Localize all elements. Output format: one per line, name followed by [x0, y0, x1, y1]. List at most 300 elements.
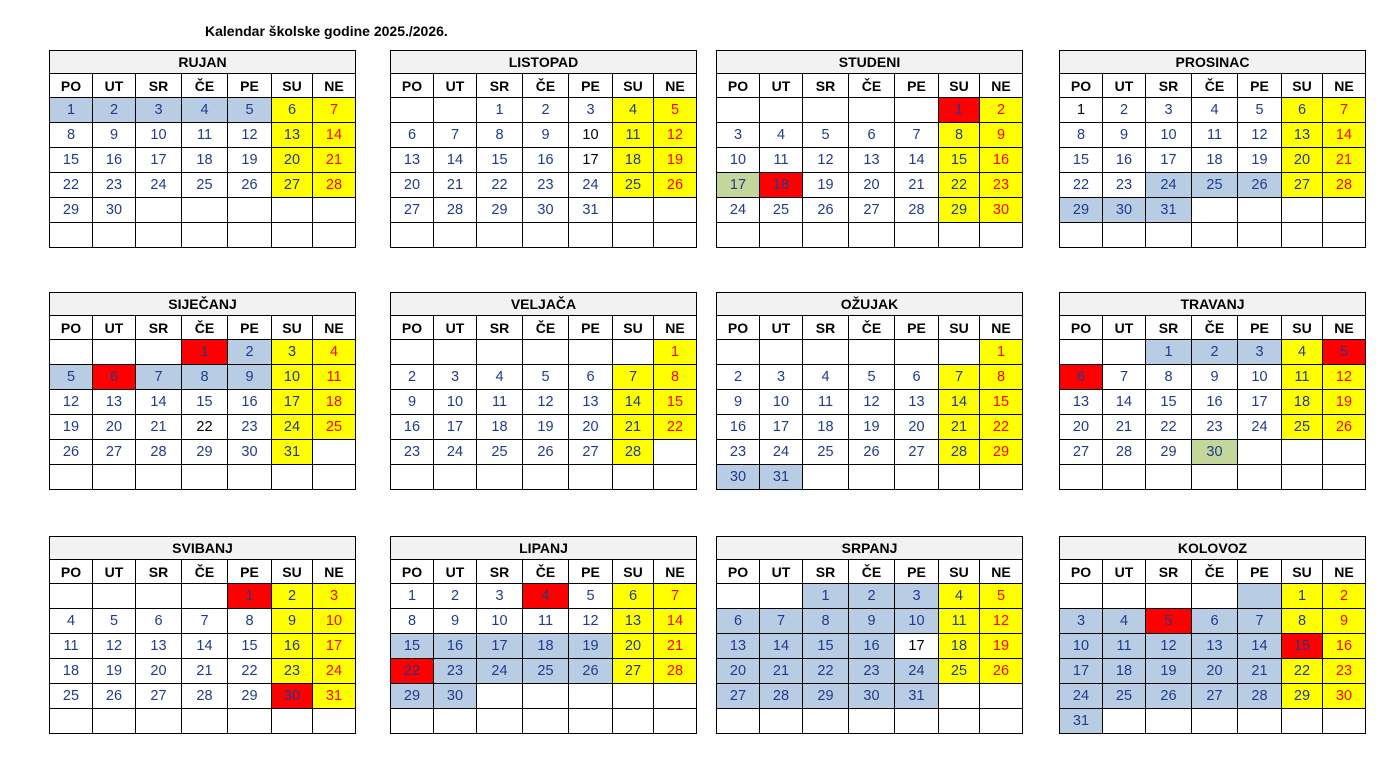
day-cell: 25: [523, 659, 569, 684]
day-cell: 28: [1103, 440, 1146, 465]
weekday-header: PO: [50, 316, 93, 340]
day-cell: 12: [1146, 634, 1192, 659]
day-cell: 18: [1282, 390, 1323, 415]
empty-cell: [895, 709, 939, 734]
day-cell: 10: [1146, 123, 1192, 148]
day-cell: 1: [391, 584, 434, 609]
weekday-header: UT: [434, 560, 477, 584]
weekday-header: SR: [1146, 560, 1192, 584]
day-cell: 14: [313, 123, 356, 148]
day-cell: 22: [654, 415, 697, 440]
day-cell: 15: [1146, 390, 1192, 415]
day-cell: 7: [1103, 365, 1146, 390]
day-cell: 11: [50, 634, 93, 659]
week-row: [391, 148, 697, 173]
day-cell: 25: [1103, 684, 1146, 709]
day-cell: 4: [1103, 609, 1146, 634]
empty-cell: [849, 465, 895, 490]
empty-cell: [182, 198, 228, 223]
empty-cell: [1192, 584, 1238, 609]
empty-cell: [569, 465, 613, 490]
day-cell: 25: [760, 198, 803, 223]
page-title: Kalendar školske godine 2025./2026.: [205, 23, 448, 39]
day-cell: 2: [1103, 98, 1146, 123]
empty-cell: [1146, 584, 1192, 609]
day-cell: 6: [93, 365, 136, 390]
day-cell: 1: [1282, 584, 1323, 609]
day-cell: 7: [939, 365, 980, 390]
day-cell: 5: [980, 584, 1023, 609]
week-row: [1060, 440, 1366, 465]
empty-cell: [980, 684, 1023, 709]
week-row: [50, 584, 356, 609]
day-cell: 13: [1060, 390, 1103, 415]
day-cell: 29: [1146, 440, 1192, 465]
day-cell: 3: [434, 365, 477, 390]
weekday-header: UT: [434, 316, 477, 340]
weekday-header: PO: [1060, 560, 1103, 584]
day-cell: 30: [523, 198, 569, 223]
day-cell: 6: [136, 609, 182, 634]
day-cell: 4: [182, 98, 228, 123]
day-cell: 19: [1238, 148, 1282, 173]
day-cell: 15: [50, 148, 93, 173]
day-cell: 25: [613, 173, 654, 198]
weekday-header: ČE: [849, 316, 895, 340]
day-cell: 1: [1060, 98, 1103, 123]
empty-cell: [313, 440, 356, 465]
day-cell: 23: [434, 659, 477, 684]
weekday-header: NE: [980, 316, 1023, 340]
weekday-header: NE: [1323, 74, 1366, 98]
day-cell: 25: [1192, 173, 1238, 198]
day-cell: 30: [1192, 440, 1238, 465]
day-cell: 27: [1192, 684, 1238, 709]
weekday-header: NE: [654, 560, 697, 584]
day-cell: 27: [895, 440, 939, 465]
empty-cell: [93, 465, 136, 490]
day-cell: 11: [1103, 634, 1146, 659]
day-cell: 9: [391, 390, 434, 415]
empty-cell: [434, 340, 477, 365]
day-cell: 19: [803, 173, 849, 198]
weekday-header: SU: [272, 560, 313, 584]
day-cell: 11: [477, 390, 523, 415]
weekday-header: SU: [1282, 560, 1323, 584]
day-cell: 25: [939, 659, 980, 684]
week-row: [717, 609, 1023, 634]
day-cell: 27: [93, 440, 136, 465]
empty-cell: [654, 440, 697, 465]
day-cell: 9: [717, 390, 760, 415]
month-name: STUDENI: [717, 51, 1023, 74]
day-cell: 23: [391, 440, 434, 465]
month-name: VELJAČA: [391, 293, 697, 316]
weekday-header: SR: [1146, 74, 1192, 98]
day-cell: 14: [760, 634, 803, 659]
weekday-header: NE: [654, 316, 697, 340]
day-cell: 19: [228, 148, 272, 173]
day-cell: 6: [1060, 365, 1103, 390]
day-cell: 28: [939, 440, 980, 465]
day-cell: 27: [272, 173, 313, 198]
week-row: [1060, 198, 1366, 223]
week-row: [717, 584, 1023, 609]
day-cell: 21: [1323, 148, 1366, 173]
empty-cell: [654, 684, 697, 709]
weekday-header: PE: [895, 560, 939, 584]
weekday-header: UT: [1103, 560, 1146, 584]
day-cell: 15: [391, 634, 434, 659]
day-cell: 21: [613, 415, 654, 440]
day-cell: 10: [717, 148, 760, 173]
week-row: [717, 365, 1023, 390]
day-cell: 10: [272, 365, 313, 390]
day-cell: 2: [434, 584, 477, 609]
day-cell: 11: [313, 365, 356, 390]
weekday-header: SU: [613, 560, 654, 584]
weekday-header: UT: [93, 74, 136, 98]
day-cell: 24: [1146, 173, 1192, 198]
day-cell: 2: [228, 340, 272, 365]
empty-cell: [760, 340, 803, 365]
day-cell: 28: [313, 173, 356, 198]
day-cell: 13: [895, 390, 939, 415]
week-row: [717, 709, 1023, 734]
empty-cell: [523, 684, 569, 709]
day-cell: 29: [803, 684, 849, 709]
empty-cell: [1103, 584, 1146, 609]
weekday-header: PE: [569, 560, 613, 584]
empty-cell: [182, 584, 228, 609]
day-cell: 22: [980, 415, 1023, 440]
empty-cell: [1323, 223, 1366, 248]
weekday-header: UT: [93, 560, 136, 584]
day-cell: 27: [1060, 440, 1103, 465]
day-cell: 13: [1192, 634, 1238, 659]
day-cell: 22: [477, 173, 523, 198]
day-cell: 12: [803, 148, 849, 173]
day-cell: 26: [93, 684, 136, 709]
day-cell: 12: [50, 390, 93, 415]
weekday-header: PO: [391, 316, 434, 340]
day-cell: 7: [895, 123, 939, 148]
empty-cell: [1238, 440, 1282, 465]
week-row: [50, 173, 356, 198]
weekday-header: SU: [613, 74, 654, 98]
day-cell: 8: [980, 365, 1023, 390]
day-cell: 17: [717, 173, 760, 198]
day-cell: 16: [1103, 148, 1146, 173]
day-cell: 13: [717, 634, 760, 659]
empty-cell: [1146, 709, 1192, 734]
week-row: [1060, 223, 1366, 248]
empty-cell: [803, 223, 849, 248]
empty-cell: [313, 223, 356, 248]
day-cell: 8: [939, 123, 980, 148]
day-cell: 28: [434, 198, 477, 223]
day-cell: 6: [717, 609, 760, 634]
weekday-header: NE: [1323, 560, 1366, 584]
week-row: [391, 634, 697, 659]
day-cell: 15: [654, 390, 697, 415]
day-cell: 9: [849, 609, 895, 634]
week-row: [1060, 340, 1366, 365]
day-cell: 6: [391, 123, 434, 148]
week-row: [717, 440, 1023, 465]
day-cell: 28: [613, 440, 654, 465]
week-row: [1060, 609, 1366, 634]
day-cell: 5: [1146, 609, 1192, 634]
week-row: [391, 684, 697, 709]
empty-cell: [654, 223, 697, 248]
week-row: [391, 123, 697, 148]
weekday-header: PE: [1238, 560, 1282, 584]
day-cell: 20: [613, 634, 654, 659]
empty-cell: [50, 709, 93, 734]
empty-cell: [136, 709, 182, 734]
day-cell: 16: [93, 148, 136, 173]
day-cell: 1: [1146, 340, 1192, 365]
week-row: [1060, 584, 1366, 609]
empty-cell: [272, 709, 313, 734]
day-cell: 2: [1192, 340, 1238, 365]
weekday-header: PO: [1060, 74, 1103, 98]
empty-cell: [1103, 709, 1146, 734]
day-cell: 21: [895, 173, 939, 198]
day-cell: 14: [895, 148, 939, 173]
day-cell: 8: [228, 609, 272, 634]
day-cell: 6: [895, 365, 939, 390]
day-cell: 18: [803, 415, 849, 440]
day-cell: 20: [136, 659, 182, 684]
day-cell: 23: [272, 659, 313, 684]
month-table: [716, 50, 1023, 248]
day-cell: 10: [136, 123, 182, 148]
day-cell: 24: [760, 440, 803, 465]
day-cell: 24: [1238, 415, 1282, 440]
day-cell: 9: [1192, 365, 1238, 390]
weekday-header: SR: [136, 74, 182, 98]
weekday-header: ČE: [1192, 316, 1238, 340]
day-cell: 4: [477, 365, 523, 390]
weekday-header: ČE: [523, 560, 569, 584]
day-cell: 11: [523, 609, 569, 634]
day-cell: 29: [182, 440, 228, 465]
day-cell: 2: [849, 584, 895, 609]
day-cell: 9: [523, 123, 569, 148]
weekday-header: UT: [760, 74, 803, 98]
day-cell: 8: [1146, 365, 1192, 390]
day-cell: 1: [980, 340, 1023, 365]
empty-cell: [523, 709, 569, 734]
month-table: [1059, 536, 1366, 734]
day-cell: 30: [272, 684, 313, 709]
day-cell: 8: [182, 365, 228, 390]
day-cell: 15: [477, 148, 523, 173]
empty-cell: [272, 198, 313, 223]
empty-cell: [477, 223, 523, 248]
day-cell: 17: [434, 415, 477, 440]
day-cell: 16: [523, 148, 569, 173]
empty-cell: [136, 198, 182, 223]
day-cell: 2: [1323, 584, 1366, 609]
week-row: [50, 609, 356, 634]
empty-cell: [569, 223, 613, 248]
day-cell: 18: [1103, 659, 1146, 684]
day-cell: 29: [1060, 198, 1103, 223]
empty-cell: [182, 465, 228, 490]
week-row: [391, 415, 697, 440]
day-cell: 10: [895, 609, 939, 634]
day-cell: 19: [654, 148, 697, 173]
day-cell: 20: [272, 148, 313, 173]
weekday-header: SR: [477, 316, 523, 340]
day-cell: 4: [939, 584, 980, 609]
week-row: [50, 365, 356, 390]
day-cell: 31: [895, 684, 939, 709]
day-cell: 23: [523, 173, 569, 198]
day-cell: 28: [1238, 684, 1282, 709]
empty-cell: [391, 465, 434, 490]
day-cell: 7: [760, 609, 803, 634]
day-cell: 4: [1282, 340, 1323, 365]
day-cell: 5: [569, 584, 613, 609]
weekday-header: SU: [939, 560, 980, 584]
empty-cell: [1060, 340, 1103, 365]
empty-cell: [1192, 223, 1238, 248]
weekday-header: SR: [803, 560, 849, 584]
month-table: [390, 292, 697, 490]
day-cell: 15: [1282, 634, 1323, 659]
month-table: [49, 292, 356, 490]
day-cell: 12: [93, 634, 136, 659]
empty-cell: [760, 223, 803, 248]
empty-cell: [613, 198, 654, 223]
day-cell: 5: [523, 365, 569, 390]
weekday-header: PE: [228, 316, 272, 340]
weekday-header: PO: [391, 74, 434, 98]
day-cell: 17: [1238, 390, 1282, 415]
day-cell: 28: [654, 659, 697, 684]
day-cell: 12: [1323, 365, 1366, 390]
empty-cell: [434, 465, 477, 490]
day-cell: 14: [136, 390, 182, 415]
week-row: [391, 584, 697, 609]
day-cell: 29: [228, 684, 272, 709]
day-cell: 15: [1060, 148, 1103, 173]
empty-cell: [1238, 465, 1282, 490]
day-cell: 4: [50, 609, 93, 634]
day-cell: 19: [569, 634, 613, 659]
day-cell: 1: [228, 584, 272, 609]
day-cell: 12: [1238, 123, 1282, 148]
week-row: [50, 415, 356, 440]
weekday-header: UT: [93, 316, 136, 340]
week-row: [391, 440, 697, 465]
day-cell: 31: [313, 684, 356, 709]
day-cell: 15: [803, 634, 849, 659]
day-cell: 23: [228, 415, 272, 440]
day-cell: 11: [1282, 365, 1323, 390]
week-row: [1060, 659, 1366, 684]
day-cell: 24: [569, 173, 613, 198]
day-cell: 22: [228, 659, 272, 684]
empty-cell: [313, 465, 356, 490]
day-cell: 3: [1146, 98, 1192, 123]
weekday-header: ČE: [849, 74, 895, 98]
day-cell: 30: [849, 684, 895, 709]
day-cell: 17: [569, 148, 613, 173]
day-cell: 27: [391, 198, 434, 223]
day-cell: 31: [1060, 709, 1103, 734]
empty-cell: [895, 340, 939, 365]
week-row: [391, 709, 697, 734]
day-cell: 25: [803, 440, 849, 465]
day-cell: 17: [760, 415, 803, 440]
day-cell: 9: [434, 609, 477, 634]
day-cell: 16: [849, 634, 895, 659]
empty-cell: [523, 223, 569, 248]
day-cell: 25: [1282, 415, 1323, 440]
empty-cell: [939, 465, 980, 490]
empty-cell: [523, 340, 569, 365]
day-cell: 13: [272, 123, 313, 148]
day-cell: 17: [1146, 148, 1192, 173]
day-cell: 8: [50, 123, 93, 148]
week-row: [1060, 415, 1366, 440]
empty-cell: [136, 584, 182, 609]
weekday-header: UT: [1103, 316, 1146, 340]
day-cell: 8: [654, 365, 697, 390]
week-row: [1060, 390, 1366, 415]
month-table: [716, 292, 1023, 490]
day-cell: 28: [895, 198, 939, 223]
day-cell: 11: [1192, 123, 1238, 148]
weekday-header: NE: [1323, 316, 1366, 340]
empty-cell: [717, 223, 760, 248]
weekday-header: PO: [717, 74, 760, 98]
day-cell: 1: [939, 98, 980, 123]
day-cell: 15: [182, 390, 228, 415]
weekday-header: PO: [391, 560, 434, 584]
day-cell: 17: [272, 390, 313, 415]
empty-cell: [760, 709, 803, 734]
empty-cell: [434, 223, 477, 248]
empty-cell: [803, 98, 849, 123]
day-cell: 3: [895, 584, 939, 609]
day-cell: 29: [1282, 684, 1323, 709]
day-cell: 26: [569, 659, 613, 684]
week-row: [1060, 365, 1366, 390]
day-cell: 17: [477, 634, 523, 659]
empty-cell: [849, 340, 895, 365]
week-row: [50, 98, 356, 123]
day-cell: 12: [654, 123, 697, 148]
week-row: [1060, 98, 1366, 123]
empty-cell: [313, 709, 356, 734]
week-row: [50, 684, 356, 709]
month-name: RUJAN: [50, 51, 356, 74]
day-cell: 4: [613, 98, 654, 123]
weekday-header: PE: [895, 74, 939, 98]
week-row: [391, 198, 697, 223]
day-cell: 29: [50, 198, 93, 223]
day-cell: 17: [1060, 659, 1103, 684]
day-cell: 9: [1323, 609, 1366, 634]
day-cell: 28: [1323, 173, 1366, 198]
empty-cell: [136, 340, 182, 365]
